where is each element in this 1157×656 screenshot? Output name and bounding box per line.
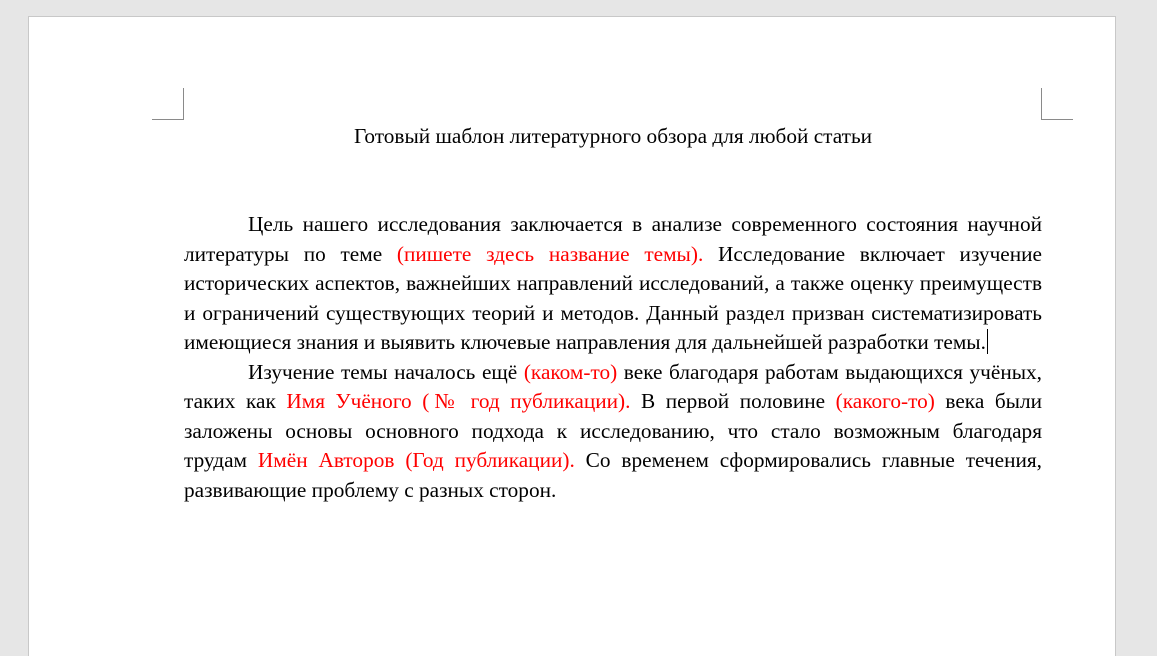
margin-corner-top-left [152, 88, 184, 120]
paragraph-2[interactable] [184, 358, 1042, 506]
placeholder-century-1: (каком-то) [523, 359, 618, 384]
paragraph-2-text-1: Изучение темы началось ещё [248, 359, 524, 384]
paragraph-2-text-3: В первой половине [630, 389, 836, 413]
placeholder-scientist-name: Имя Учёного (№ год публикации). [286, 389, 631, 413]
margin-corner-top-right [1041, 88, 1073, 120]
text-cursor [987, 329, 988, 354]
paragraph-2-text-5: Со временем сформировались главные течения, развивающие проблему с разных сторон. [184, 448, 1043, 502]
placeholder-authors-names: Имён Авторов (Год публикации). [257, 448, 575, 472]
document-page[interactable] [28, 16, 1116, 656]
placeholder-century-2: (какого-то) [835, 389, 935, 413]
paragraph-1-text-1: Цель нашего исследования заключается в анализе современного состояния научной литературы по теме [184, 212, 1042, 266]
paragraph-2-text-2: веке благодаря работам выдающихся учёных, таких как [184, 359, 1042, 413]
document-title[interactable]: Готовый шаблон литературного обзора для любой статьи [353, 124, 873, 148]
paragraph-2-text-4: века были заложены основы основного подхода к исследованию, что стало возможным благодаря трудам [184, 389, 1042, 472]
paragraph-1[interactable] [184, 210, 1042, 358]
placeholder-topic-name: (пишете здесь название темы). [396, 241, 704, 266]
document-body[interactable] [184, 121, 1042, 505]
empty-line [184, 151, 1042, 210]
paragraph-1-text-2: Исследование включает изучение исторических аспектов, важнейших направлений исследований, а также оценку преимуществ и ограничений существующих теорий и методов. Данный раздел призван систематизировать имеющиеся знания и выявить ключевые направления для дальнейшей разработки темы. [184, 241, 1042, 354]
